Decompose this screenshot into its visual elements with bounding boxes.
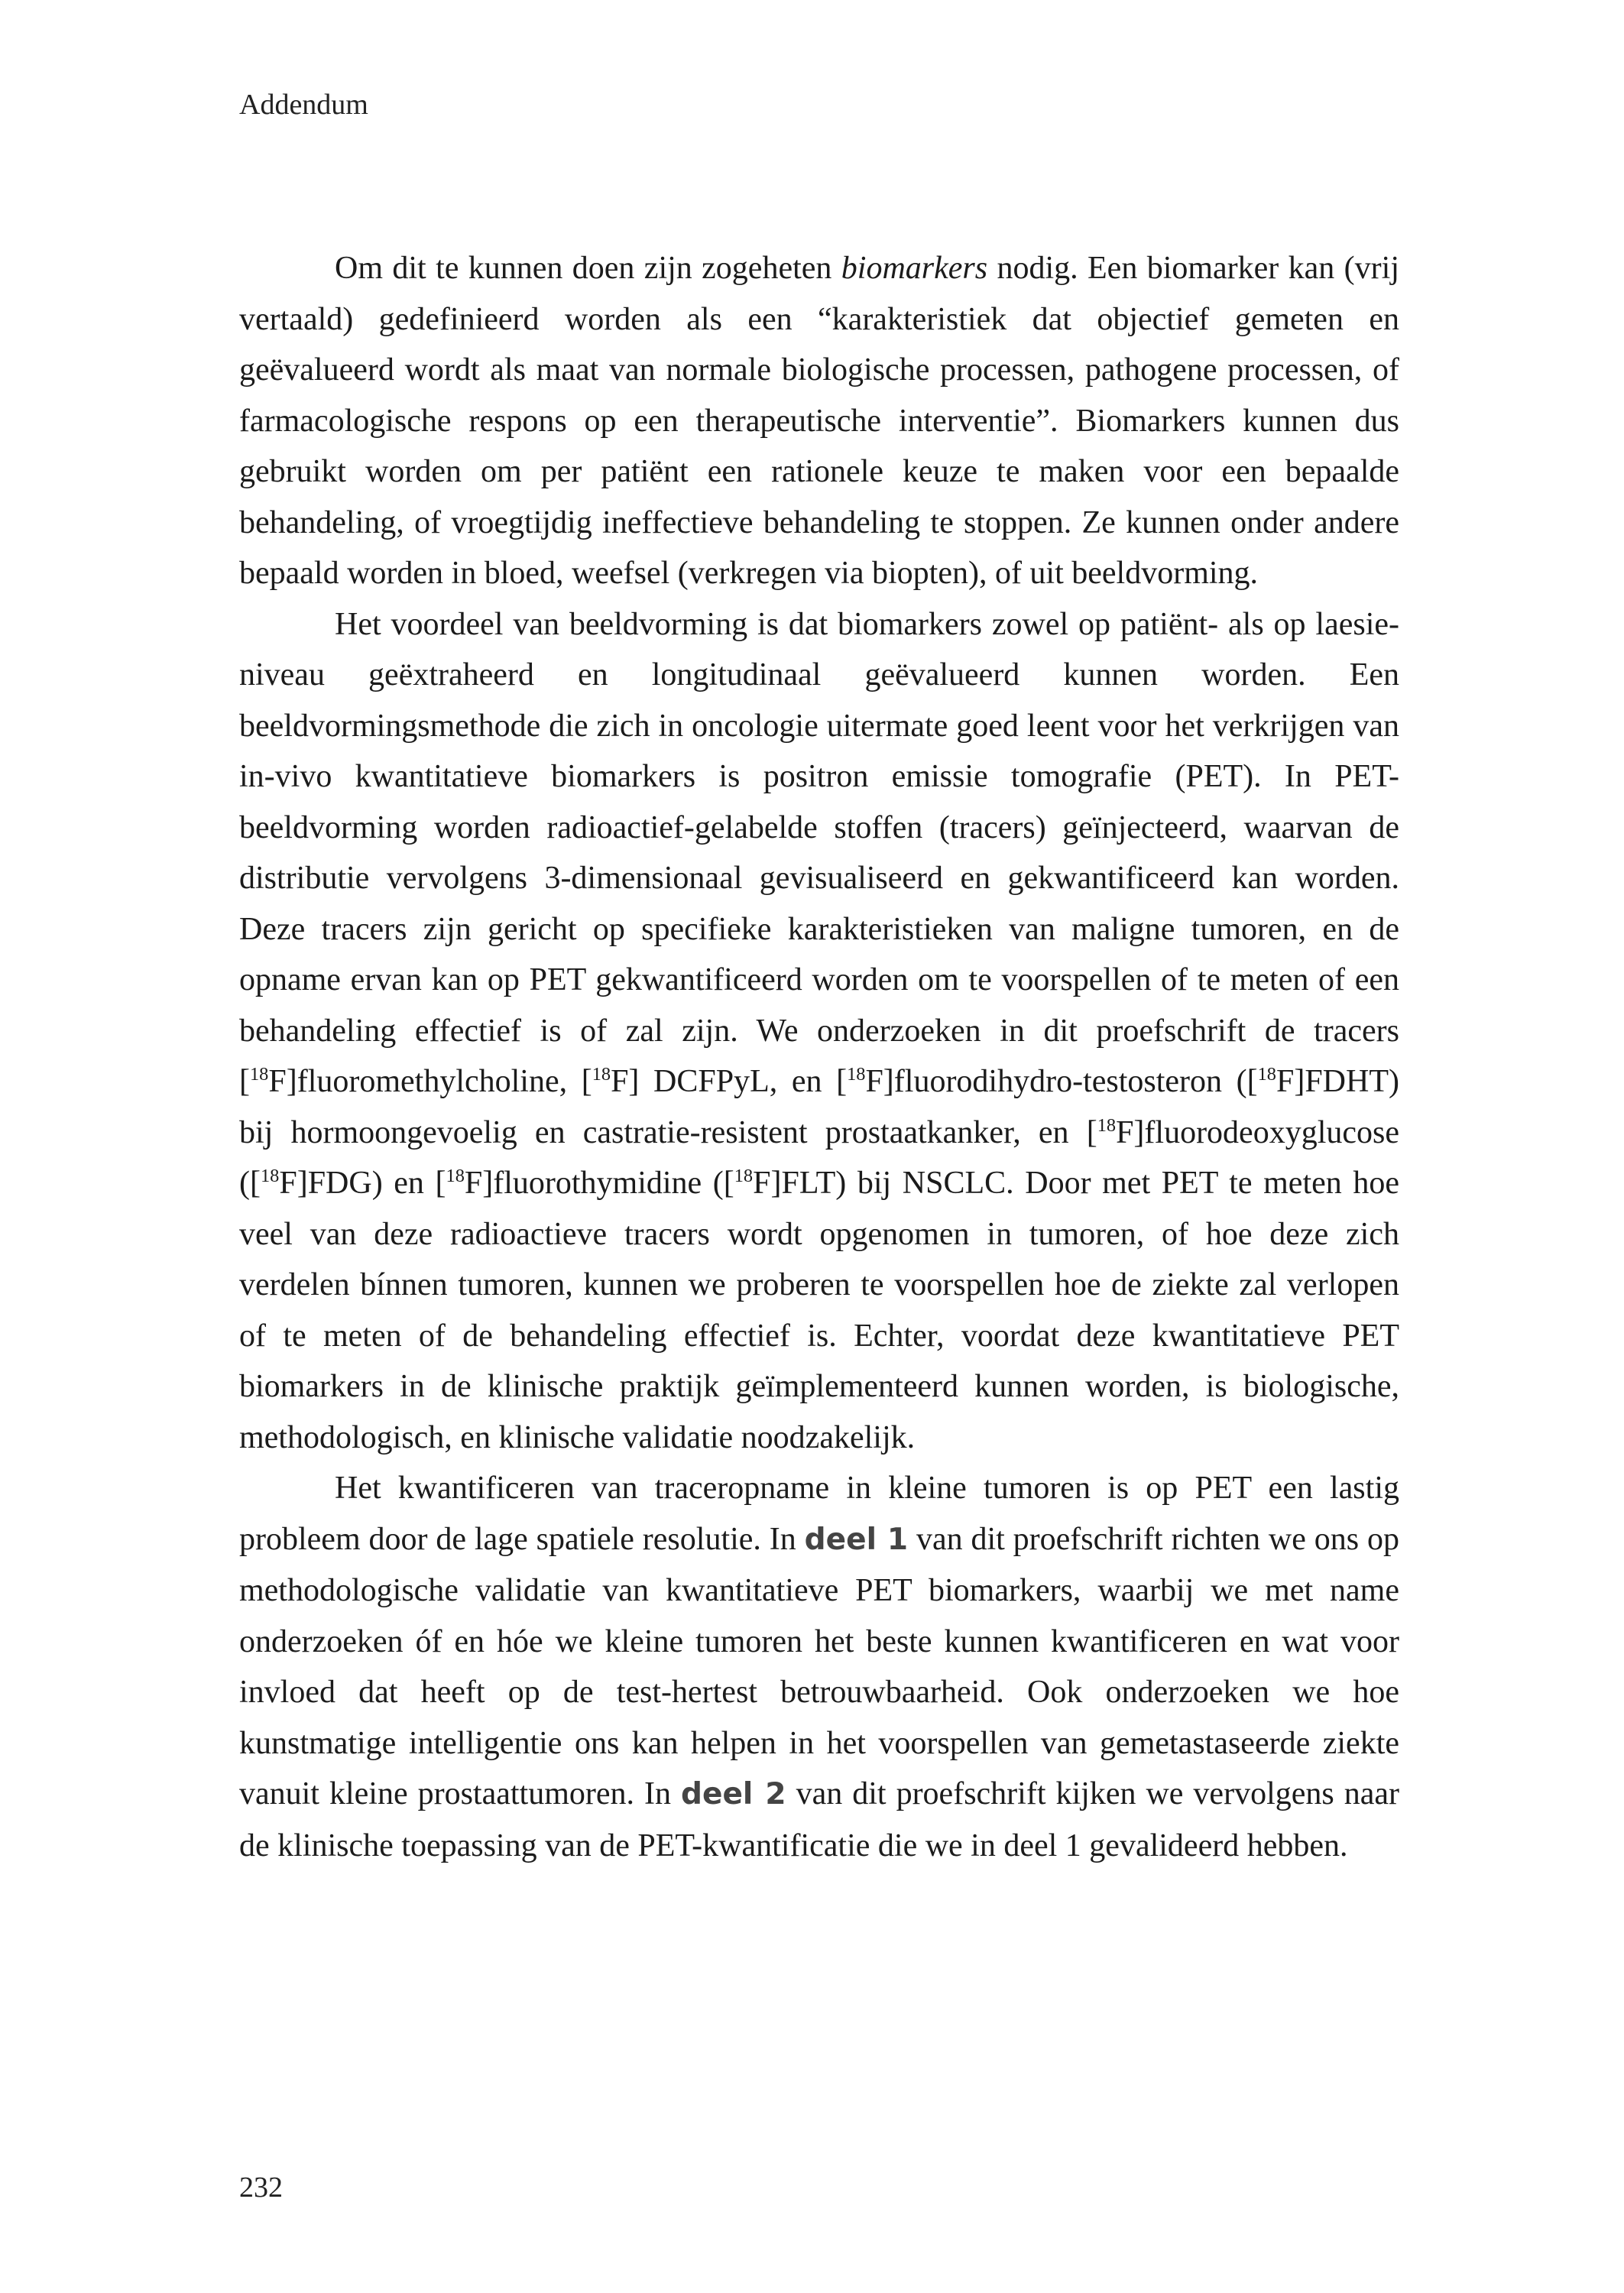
emphasis-text: biomarkers xyxy=(841,251,988,286)
isotope-superscript: 18 xyxy=(250,1063,269,1085)
paragraph-3 xyxy=(239,1463,1399,1871)
isotope-superscript: 18 xyxy=(260,1165,280,1186)
paragraph-1 xyxy=(239,243,1399,599)
text-run: F] DCFPyL, en [ xyxy=(611,1064,848,1099)
text-run: nodig. Een biomarker kan (vrij vertaald) gedefinieerd worden als een “karakteristiek dat objectief gemeten en geëvalueerd wordt als maat van normale biologische processen, pathogene processen, of farmacologische respons op een therapeutische interventie”. Biomarkers kunnen dus gebruikt worden om per patiënt een rationele keuze te maken voor een bepaalde behandeling, of vroegtijdig ineffectieve behandeling te stoppen. Ze kunnen onder andere bepaald worden in bloed, weefsel (verkregen via biopten), of uit beeldvorming. xyxy=(239,251,1399,591)
isotope-superscript: 18 xyxy=(446,1165,465,1186)
text-run: van dit proefschrift kijken we vervolgens naar de klinische toepassing van de PET-kwantificatie die we in deel 1 gevalideerd hebben. xyxy=(239,1776,1399,1863)
part-reference: deel 2 xyxy=(681,1777,786,1811)
text-run: Om dit te kunnen doen zijn zogeheten xyxy=(335,251,841,286)
running-header: Addendum xyxy=(239,89,368,121)
isotope-superscript: 18 xyxy=(1257,1063,1276,1085)
text-run: Het kwantificeren van traceropname in kleine tumoren is op PET een lastig probleem door de lage spatiele resolutie. In xyxy=(239,1471,1399,1557)
text-run: F]fluorodeoxyglucose ([ xyxy=(239,1114,1399,1201)
paragraph-2 xyxy=(239,599,1399,1464)
text-run: Het voordeel van beeldvorming is dat biomarkers zowel op patiënt- als op laesie-niveau geëxtraheerd en longitudinaal geëvalueerd kunnen worden. Een beeldvormingsmethode die zich in oncologie uitermate goed leent voor het verkrijgen van in-vivo kwantitatieve biomarkers is positron emissie tomografie (PET). In PET-beeldvorming worden radioactief-gelabelde stoffen (tracers) geïnjecteerd, waarvan de distributie vervolgens 3-dimensionaal gevisualiseerd en gekwantificeerd kan worden. Deze tracers zijn gericht op specifieke karakteristieken van maligne tumoren, en de opname ervan kan op PET gekwantificeerd worden om te voorspellen of te meten of een behandeling effectief is of zal zijn. We onderzoeken in dit proefschrift de tracers [ xyxy=(239,606,1399,1099)
part-reference: deel 1 xyxy=(804,1522,909,1557)
isotope-superscript: 18 xyxy=(1097,1114,1117,1136)
text-run: F]fluorodihydro-testosteron ([ xyxy=(865,1064,1258,1099)
text-run: F]fluorothymidine ([ xyxy=(464,1166,734,1201)
text-run: F]FDG) en [ xyxy=(279,1166,446,1201)
page-number: 232 xyxy=(239,2171,283,2204)
text-run: F]FLT) bij NSCLC. Door met PET te meten hoe veel van deze radioactieve tracers wordt opgenomen in tumoren, of hoe deze zich verdelen bínnen tumoren, kunnen we proberen te voorspellen hoe de ziekte zal verlopen of te meten of de behandeling effectief is. Echter, voordat deze kwantitatieve PET biomarkers in de klinische praktijk geïmplementeerd kunnen worden, is biologische, methodologisch, en klinische validatie noodzakelijk. xyxy=(239,1166,1399,1455)
text-run: van dit proefschrift richten we ons op methodologische validatie van kwantitatieve PET biomarkers, waarbij we met name onderzoeken óf en hóe we kleine tumoren het beste kunnen kwantificeren en wat voor invloed dat heeft op de test-hertest betrouwbaarheid. Ook onderzoeken we hoe kunstmatige intelligentie ons kan helpen in het voorspellen van gemetastaseerde ziekte vanuit kleine prostaattumoren. In xyxy=(239,1521,1399,1811)
isotope-superscript: 18 xyxy=(592,1063,611,1085)
text-run: F]FDHT) bij hormoongevoelig en castratie-resistent prostaatkanker, en [ xyxy=(239,1064,1399,1150)
isotope-superscript: 18 xyxy=(734,1165,754,1186)
isotope-superscript: 18 xyxy=(847,1063,866,1085)
text-run: F]fluoromethylcholine, [ xyxy=(268,1064,592,1099)
body-text xyxy=(239,243,1399,1871)
